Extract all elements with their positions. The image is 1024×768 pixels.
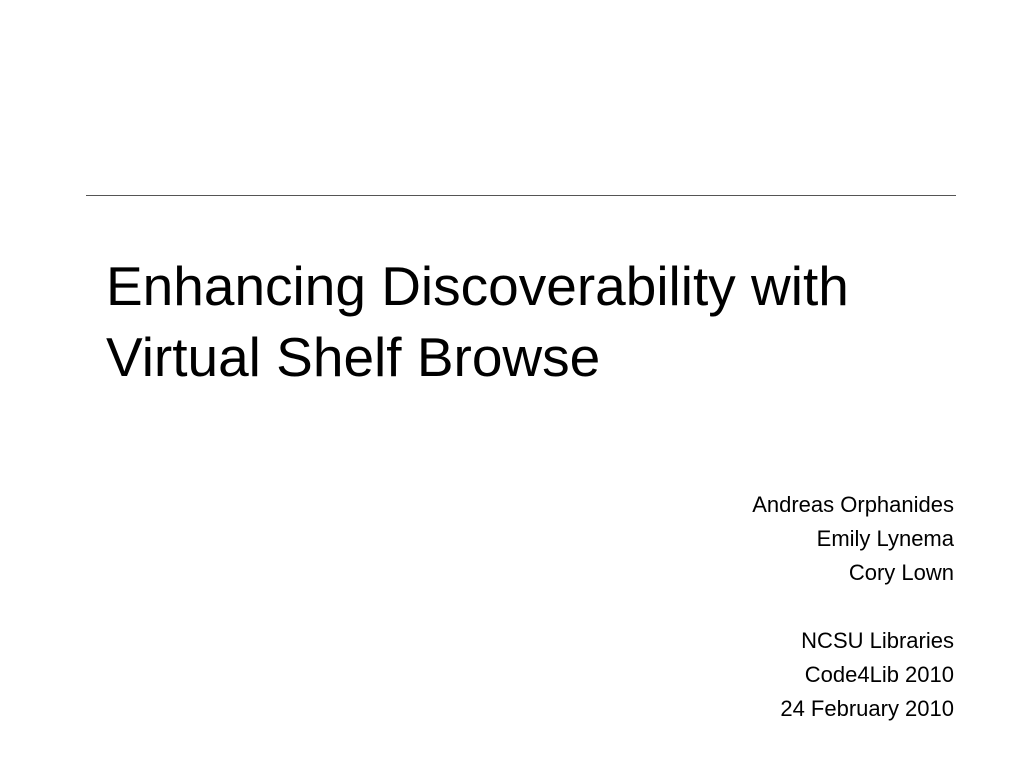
slide-title-line-2: Virtual Shelf Browse — [106, 326, 601, 388]
slide-title-line-1: Enhancing Discoverability with — [106, 255, 849, 317]
author-name: Andreas Orphanides — [752, 492, 954, 517]
author-name: Emily Lynema — [816, 526, 954, 551]
horizontal-divider — [86, 195, 956, 196]
credits-block — [534, 488, 954, 726]
organization: NCSU Libraries — [801, 628, 954, 653]
event-date: 24 February 2010 — [780, 696, 954, 721]
author-name: Cory Lown — [848, 560, 954, 585]
credits-spacer — [534, 590, 954, 624]
slide-title — [106, 251, 986, 393]
event-name: Code4Lib 2010 — [804, 662, 954, 687]
